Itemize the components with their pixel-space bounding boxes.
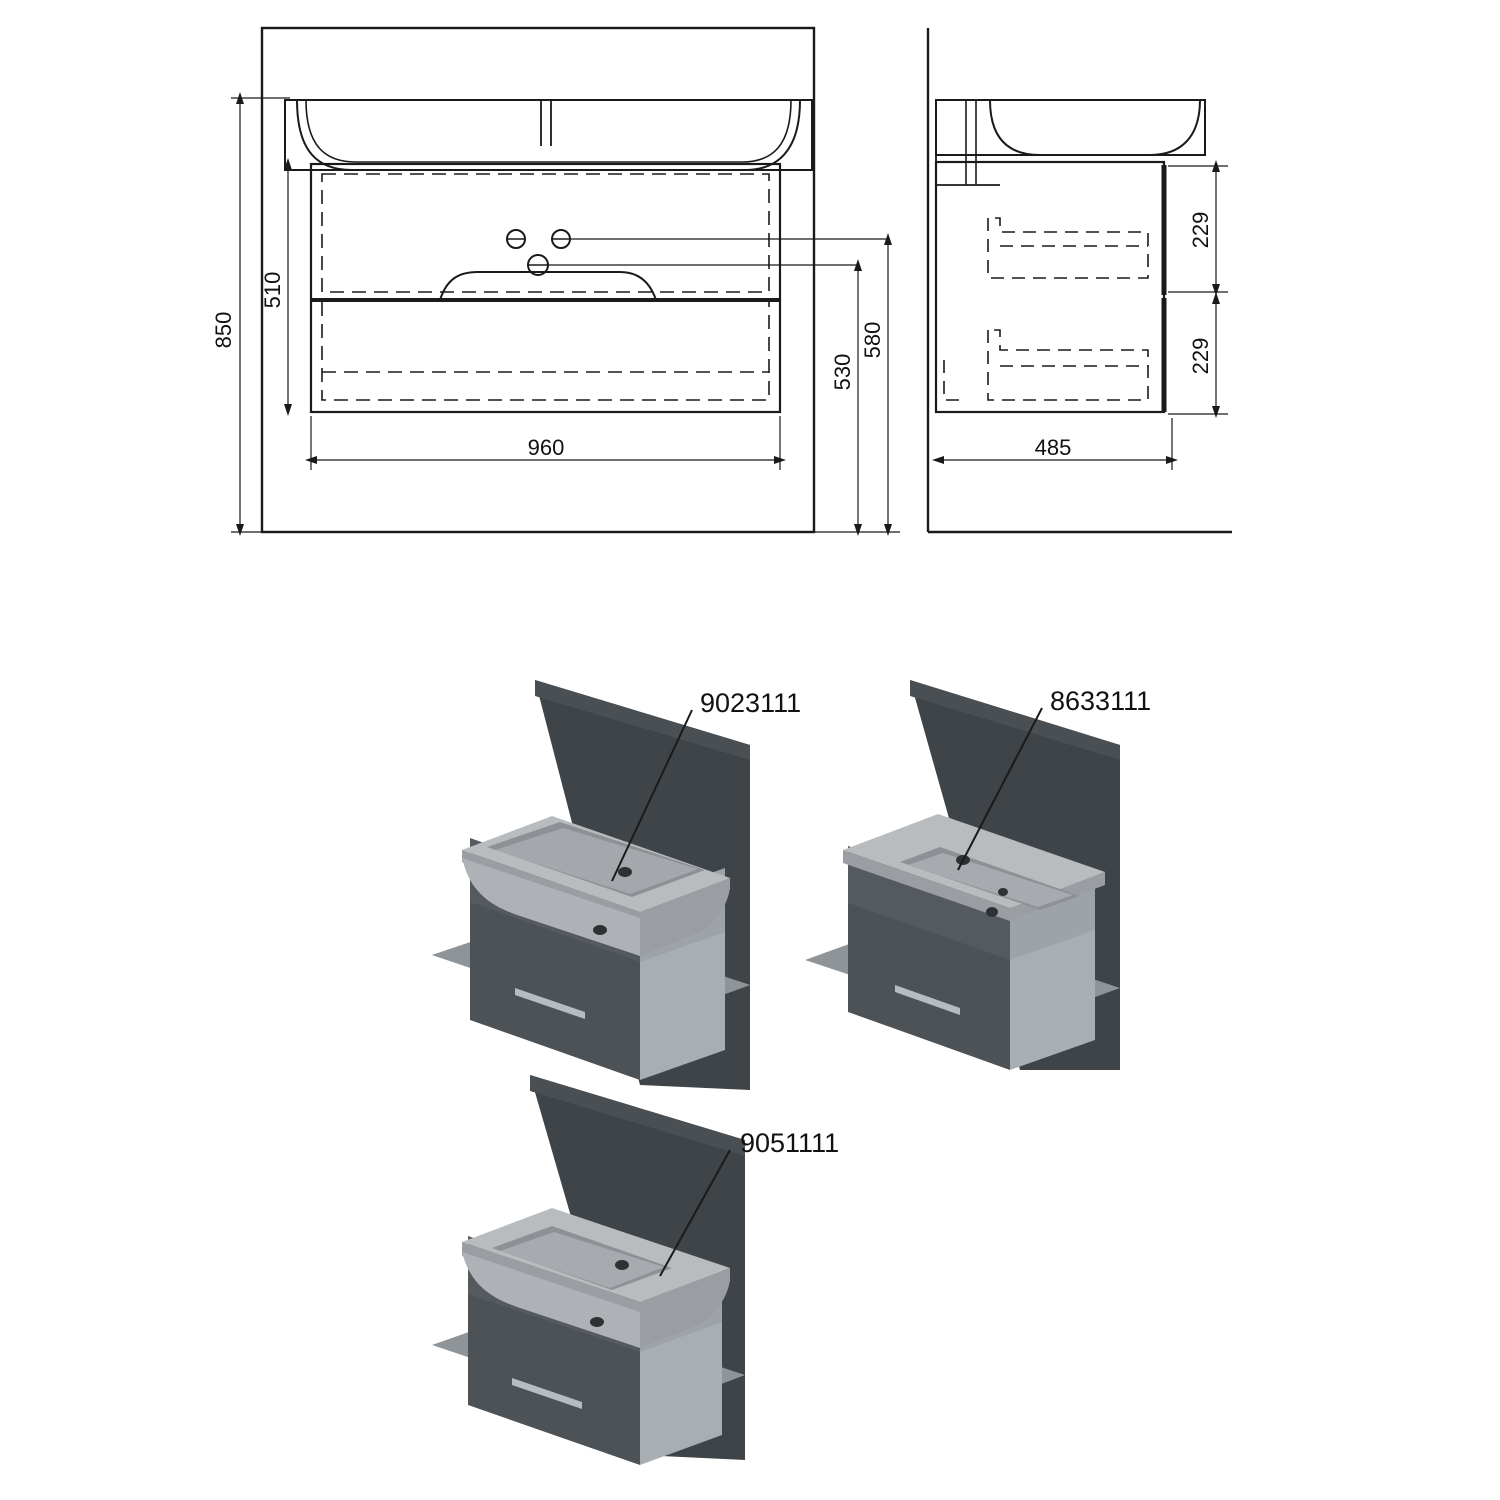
- dim-total-depth: 485: [1034, 435, 1072, 460]
- dim-total-height: 850: [211, 311, 236, 349]
- dim-total-width: 960: [527, 435, 565, 460]
- dim-mid-height: 530: [830, 353, 855, 391]
- variant-b-illustration: [805, 680, 1151, 1070]
- dim-cabinet-height: 510: [260, 271, 285, 309]
- side-elevation-dimensions: [932, 160, 1228, 470]
- dim-upper-drawer-height: 229: [1188, 211, 1213, 249]
- side-elevation-geometry: [928, 28, 1232, 532]
- variant-a-illustration: [432, 680, 801, 1090]
- dim-lower-drawer-height: 229: [1188, 337, 1213, 375]
- orthographic-views: [0, 0, 1500, 600]
- dim-lower-height: 580: [860, 321, 885, 359]
- variant-c-illustration: [432, 1075, 839, 1465]
- isometric-variants: [0, 600, 1500, 1500]
- dimension-labels: [211, 212, 1213, 460]
- variant-b-code-label: 8633111: [1050, 686, 1152, 716]
- front-elevation-geometry: [262, 28, 888, 532]
- front-elevation-dimensions: [231, 92, 900, 536]
- variant-c-code-label: 9051111: [740, 1128, 840, 1158]
- variant-a-code-label: 9023111: [700, 688, 802, 718]
